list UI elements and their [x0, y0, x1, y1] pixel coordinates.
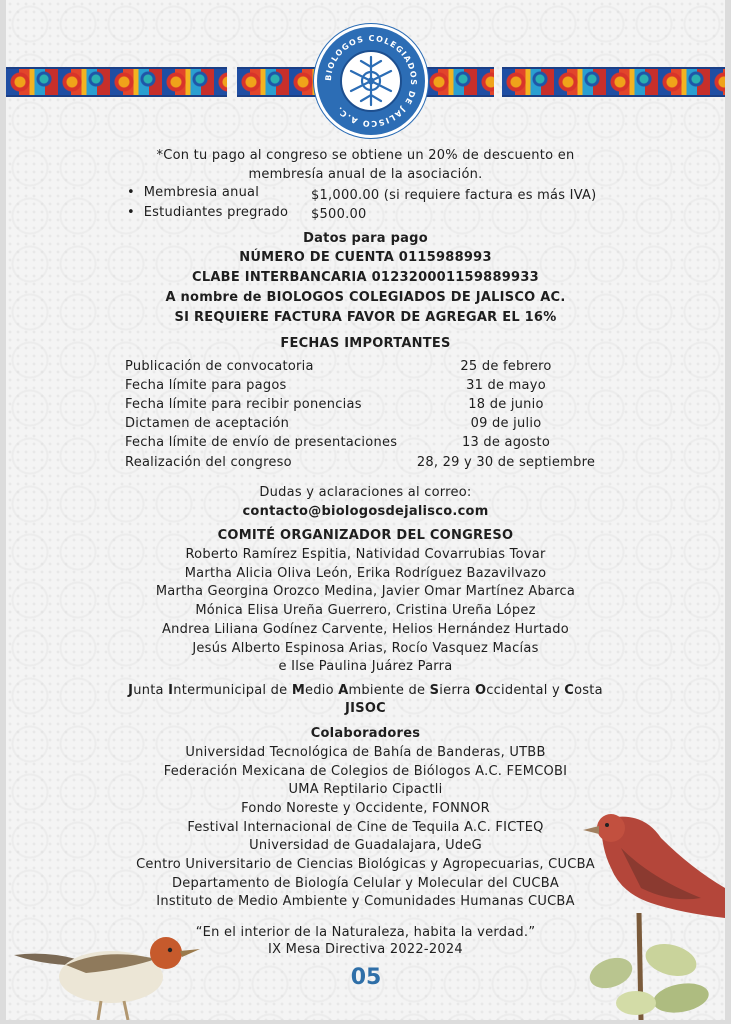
- date-row-label: Dictamen de aceptación: [125, 416, 290, 431]
- collaborator-item: Instituto de Medio Ambiente y Comunidades Humanas CUCBA: [156, 894, 575, 909]
- membership-item-label: Membresia anual: [143, 185, 260, 200]
- jisoc-initial: A: [338, 683, 349, 698]
- collaborator-item: Universidad Tecnológica de Bahía de Banderas, UTBB: [185, 745, 546, 760]
- committee-member-line: Martha Georgina Orozco Medina, Javier Omar Martínez Abarca: [155, 584, 576, 599]
- bullet: •: [127, 185, 135, 200]
- committee-member-line: Roberto Ramírez Espitia, Natividad Covarrubias Tovar: [185, 547, 546, 562]
- payment-account-number: NÚMERO DE CUENTA 0115988993: [239, 250, 492, 265]
- membership-item-price: $500.00: [311, 207, 367, 222]
- date-row-label: Fecha límite de envío de presentaciones: [125, 435, 398, 450]
- red-bird-illustration: [581, 808, 725, 1020]
- jisoc-initial: J: [128, 683, 134, 698]
- jisoc-initial: C: [564, 683, 575, 698]
- date-row-value: 13 de agosto: [461, 435, 551, 450]
- jisoc-word: unta: [133, 683, 169, 698]
- date-row-value: 25 de febrero: [460, 359, 552, 374]
- jisoc-acronym: JISOC: [345, 701, 386, 716]
- committee-member-line: Mónica Elisa Ureña Guerrero, Cristina Ureña López: [195, 603, 536, 618]
- date-row-value: 09 de julio: [470, 416, 542, 431]
- membership-item-price: $1,000.00 (si requiere factura es más IVA): [311, 188, 597, 203]
- collaborator-item: Fondo Noreste y Occidente, FONNOR: [241, 801, 490, 816]
- decorative-band-center-right: [425, 67, 494, 97]
- committee-member-line: Martha Alicia Oliva León, Erika Rodríguez Bazavilvazo: [184, 566, 547, 581]
- page-number: 05: [350, 965, 382, 990]
- collaborators-title: Colaboradores: [310, 726, 421, 741]
- contact-email-link[interactable]: contacto@biologosdejalisco.com: [242, 504, 489, 519]
- membership-item-annual: [127, 183, 259, 202]
- date-row-label: Publicación de convocatoria: [125, 359, 314, 374]
- dates-title: FECHAS IMPORTANTES: [280, 336, 451, 351]
- date-row-label: Fecha límite para pagos: [125, 378, 287, 393]
- date-row-label: Fecha límite para recibir ponencias: [125, 397, 362, 412]
- bullet: •: [127, 205, 135, 220]
- jisoc-word: ierra: [439, 683, 475, 698]
- small-bird-illustration: [6, 925, 206, 1020]
- membership-intro-line1: *Con tu pago al congreso se obtiene un 20% de descuento en: [156, 148, 575, 163]
- jisoc-word: edio: [305, 683, 339, 698]
- jisoc-initial: M: [291, 683, 305, 698]
- collaborator-item: Festival Internacional de Cine de Tequila A.C. FICTEQ: [187, 820, 544, 835]
- collaborator-item: UMA Reptilario Cipactli: [288, 782, 443, 797]
- jisoc-word: osta: [574, 683, 603, 698]
- committee-member-line: Jesús Alberto Espinosa Arias, Rocío Vasquez Macías: [192, 641, 539, 656]
- footer-board: IX Mesa Directiva 2022-2024: [268, 942, 463, 957]
- payment-account-holder: A nombre de BIOLOGOS COLEGIADOS DE JALISCO AC.: [165, 290, 566, 305]
- membership-item-student: [127, 203, 288, 222]
- collaborator-item: Centro Universitario de Ciencias Biológicas y Agropecuarias, CUCBA: [136, 857, 595, 872]
- collaborator-item: Departamento de Biología Celular y Molecular del CUCBA: [171, 876, 560, 891]
- poster-page: [6, 0, 725, 1020]
- jisoc-initial: S: [429, 683, 440, 698]
- jisoc-word: ntermunicipal de: [173, 683, 292, 698]
- decorative-band-left: [6, 67, 227, 97]
- committee-member-line: e Ilse Paulina Juárez Parra: [278, 659, 453, 674]
- payment-invoice-note: SI REQUIERE FACTURA FAVOR DE AGREGAR EL 16%: [174, 310, 557, 325]
- collaborator-item: Universidad de Guadalajara, UdeG: [249, 838, 482, 853]
- association-seal-logo: [317, 27, 425, 135]
- committee-member-line: Andrea Liliana Godínez Carvente, Helios Hernández Hurtado: [162, 622, 569, 637]
- collaborator-item: Federación Mexicana de Colegios de Biólogos A.C. FEMCOBI: [163, 764, 568, 779]
- payment-clabe: CLABE INTERBANCARIA 012320001159889933: [192, 270, 539, 285]
- seal-text: BIOLOGOS COLEGIADOS DE JALISCO A.C.: [323, 33, 419, 129]
- date-row-value: 18 de junio: [468, 397, 544, 412]
- jisoc-word: mbiente de: [348, 683, 430, 698]
- membership-item-label: Estudiantes pregrado: [143, 205, 289, 220]
- jisoc-word: ccidental y: [486, 683, 565, 698]
- jisoc-initial: O: [474, 683, 487, 698]
- jisoc-full-name: [6, 681, 725, 700]
- decorative-band-middle: [237, 67, 317, 97]
- date-row-value: 28, 29 y 30 de septiembre: [416, 455, 596, 470]
- contact-line: Dudas y aclaraciones al correo:: [259, 485, 472, 500]
- decorative-band-right: [502, 67, 725, 97]
- date-row-value: 31 de mayo: [466, 378, 546, 393]
- footer-quote: “En el interior de la Naturaleza, habita la verdad.”: [195, 925, 536, 940]
- committee-title: COMITÉ ORGANIZADOR DEL CONGRESO: [217, 528, 514, 543]
- payment-title: Datos para pago: [303, 231, 428, 246]
- membership-intro-line2: membresía anual de la asociación.: [248, 167, 483, 182]
- date-row-label: Realización del congreso: [125, 455, 292, 470]
- jisoc-initial: I: [168, 683, 174, 698]
